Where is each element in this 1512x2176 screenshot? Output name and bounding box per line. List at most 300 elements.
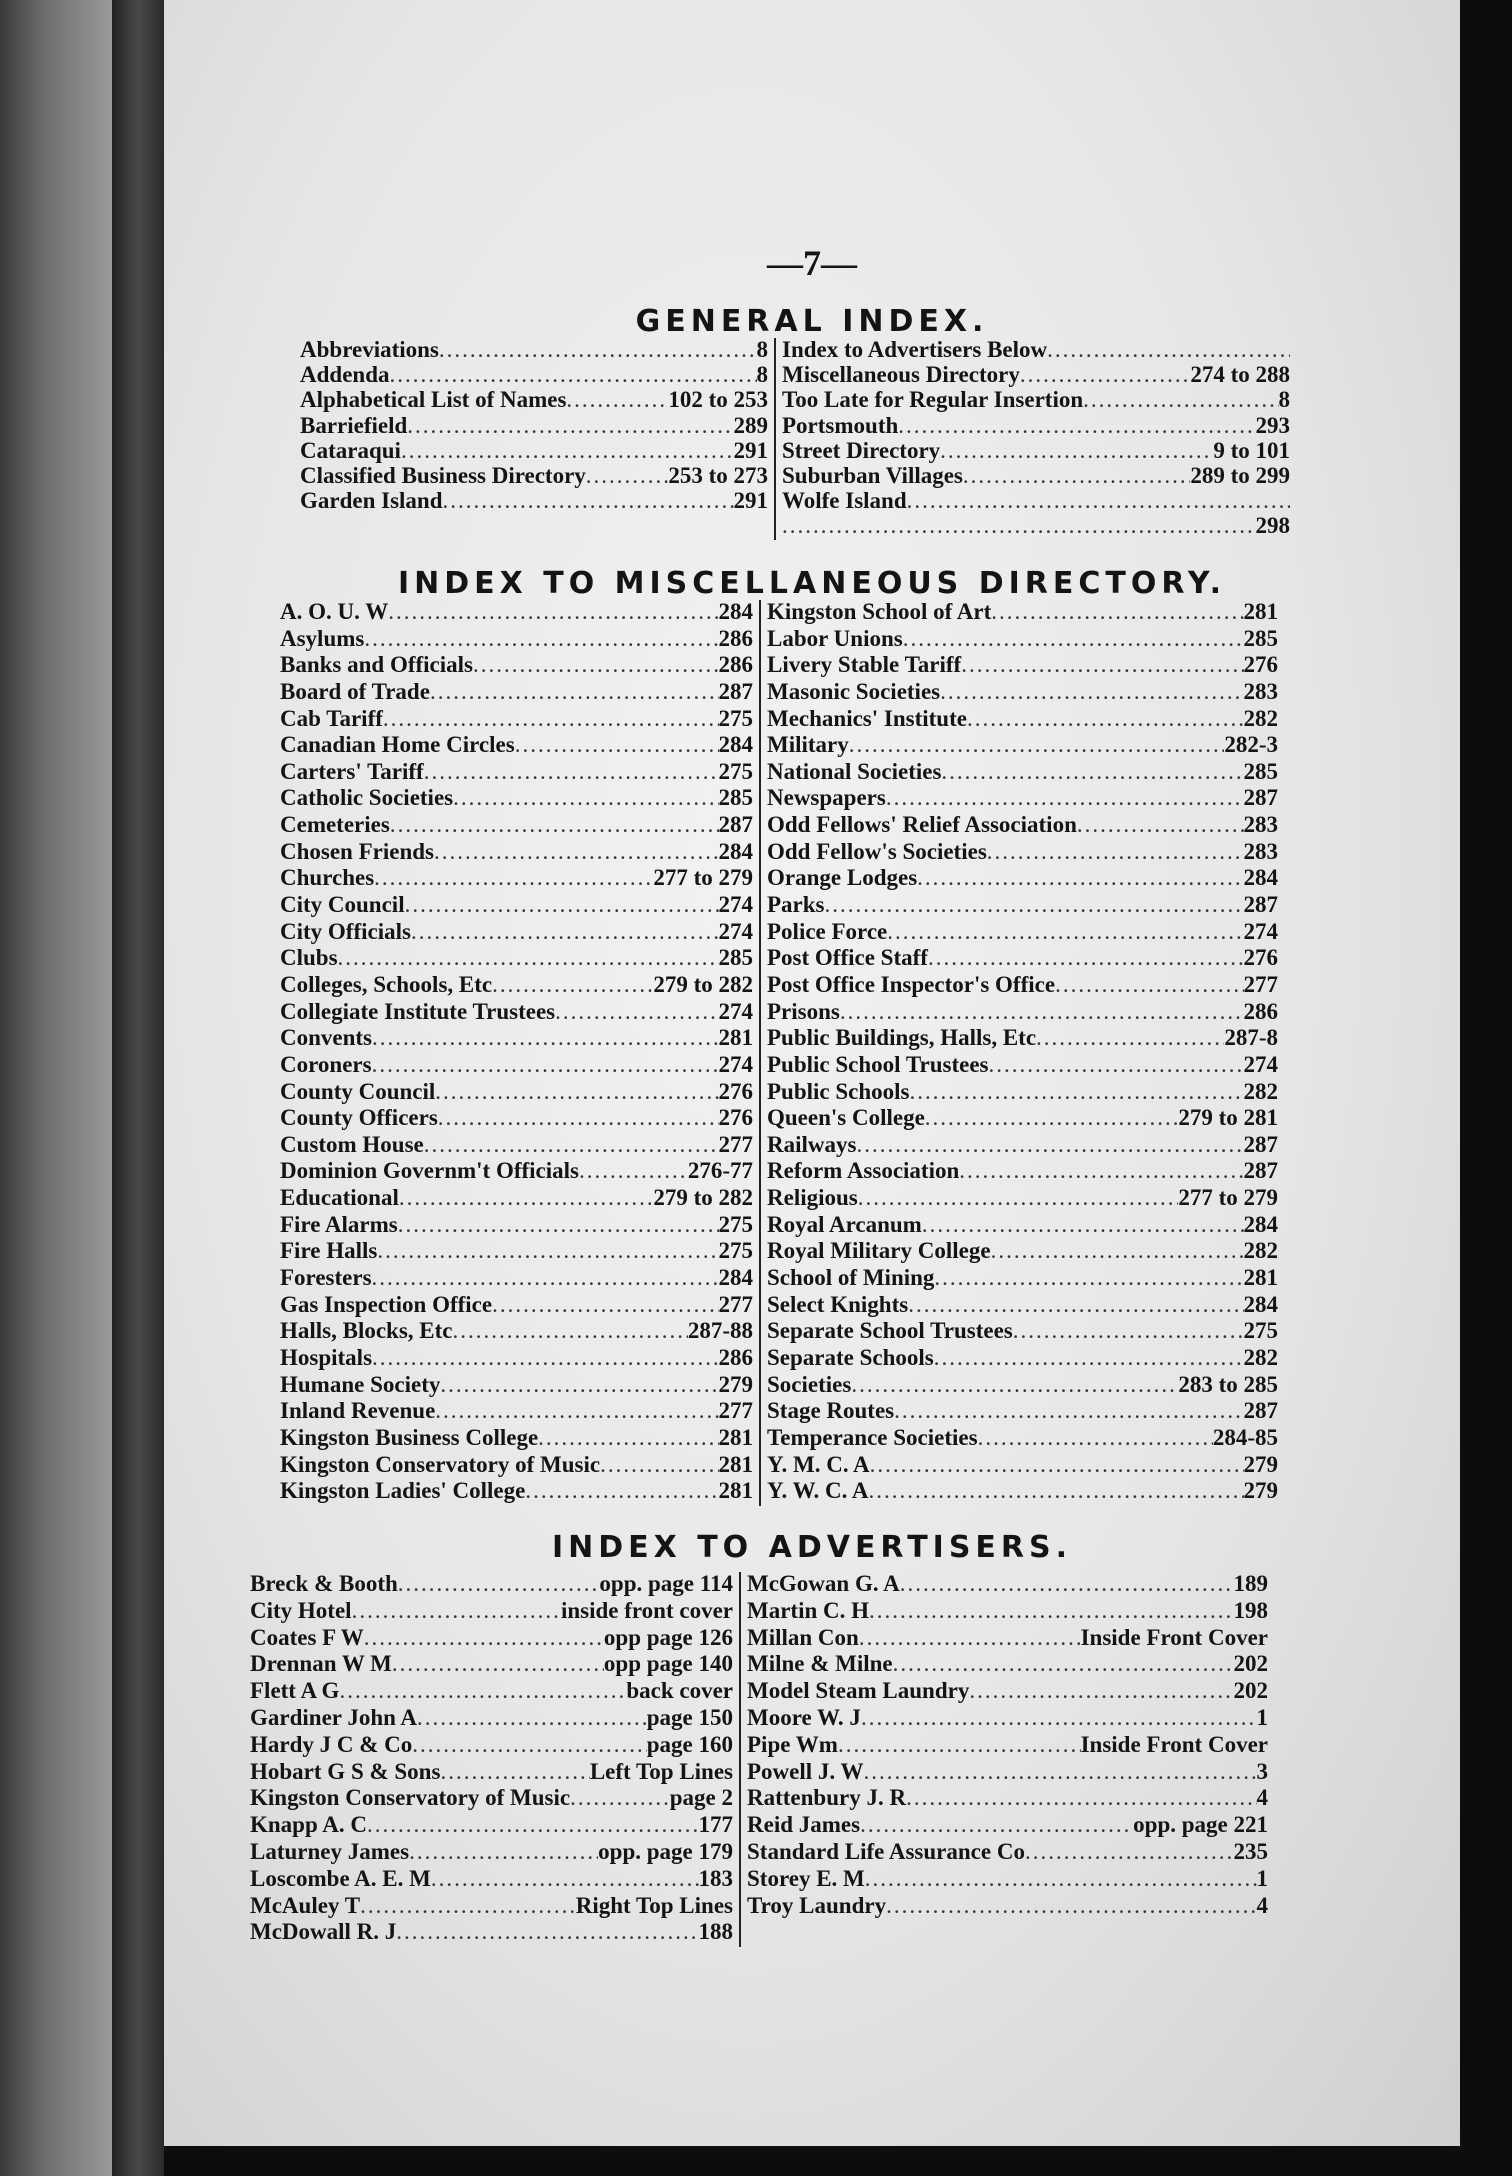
leader-dots [434,840,719,863]
leader-dots [431,1867,699,1890]
leader-dots [398,1213,719,1236]
entry-label: Barriefield [300,412,408,438]
leader-dots [978,1426,1213,1449]
index-entry [776,414,1296,439]
entry-label: Drennan W M [250,1651,392,1677]
leader-dots [566,388,668,411]
entry-label: Standard Life Assurance Co [747,1838,1025,1864]
entry-label: Y. M. C. A [767,1451,870,1477]
leader-dots [367,1813,699,1836]
entry-page: 282 [1243,705,1278,731]
index-entry [274,840,759,867]
entry-label: Odd Fellow's Societies [767,838,987,864]
leader-dots [364,627,718,650]
entry-page: 281 [718,1025,753,1051]
leader-dots [424,1133,719,1156]
index-entry [244,1894,739,1921]
index-entry [741,1867,1274,1894]
entry-label: Religious [767,1185,858,1211]
entry-page: 287 [1243,785,1278,811]
entry-label: Stage Routes [767,1398,895,1424]
entry-label: Reid James [747,1812,861,1838]
entry-page: 8 [756,337,768,362]
entry-label: Custom House [280,1131,424,1157]
entry-page: 274 [718,918,753,944]
leader-dots [453,1319,688,1342]
leader-dots [1055,973,1243,996]
index-entry [776,489,1296,514]
entry-page: 276 [718,1105,753,1131]
entry-page: page 150 [646,1704,733,1730]
index-entry [274,946,759,973]
entry-label: Newspapers [767,785,886,811]
leader-dots [411,920,719,943]
leader-dots [858,1186,1179,1209]
entry-page: 279 to 282 [653,971,753,997]
entry-label: Labor Unions [767,625,903,651]
entry-page: opp page 140 [603,1651,733,1677]
entry-label: Milne & Milne [747,1651,893,1677]
index-entry [761,920,1284,947]
index-entry [761,813,1284,840]
entry-label: Royal Arcanum [767,1211,922,1237]
entry-page: 1 [1256,1704,1268,1730]
entry-label: Coroners [280,1051,372,1077]
index-entry [274,1453,759,1480]
entry-label: Halls, Blocks, Etc [280,1318,453,1344]
entry-page: 284-85 [1212,1424,1278,1450]
entry-label: Separate Schools [767,1344,934,1370]
directory-page [164,0,1460,2146]
leader-dots [861,1706,1257,1729]
entry-label: McAuley T [250,1892,361,1918]
index-entry [741,1572,1274,1599]
leader-dots [570,1786,670,1809]
index-entry [274,1133,759,1160]
entry-page: 286 [718,652,753,678]
index-entry [761,1213,1284,1240]
entry-label: Public Buildings, Halls, Etc [767,1025,1037,1051]
entry-page: 293 [1255,412,1290,438]
entry-label: Orange Lodges [767,865,918,891]
entry-page: 275 [718,1211,753,1237]
entry-page: page 160 [646,1731,733,1757]
entry-page: 281 [1243,1265,1278,1291]
entry-page: 285 [718,785,753,811]
entry-page: Inside Front Cover [1080,1731,1268,1757]
leader-dots [555,1000,718,1023]
entry-label: Suburban Villages [782,462,963,488]
misc-index-left-column [274,600,761,1506]
leader-dots [396,1920,698,1943]
entry-page: 274 [718,998,753,1024]
leader-dots [969,1679,1233,1702]
index-entry [741,1894,1274,1921]
leader-dots [934,1346,1244,1369]
index-entry [274,1346,759,1373]
entry-label: Too Late for Regular Insertion [782,387,1084,413]
index-entry [761,760,1284,787]
entry-label: City Hotel [250,1597,352,1623]
entry-label: Breck & Booth [250,1571,398,1596]
entry-page: 276 [1243,945,1278,971]
entry-page: 276 [718,1078,753,1104]
entry-label: Fire Halls [280,1238,378,1264]
entry-label: Catholic Societies [280,785,454,811]
index-entry [244,1572,739,1599]
entry-label: Millan Con [747,1624,859,1650]
entry-label: Hobart G S & Sons [250,1758,441,1784]
index-entry [294,363,774,388]
entry-label: Powell J. W [747,1758,864,1784]
index-entry [761,1000,1284,1027]
leader-dots [372,1026,718,1049]
general-index-title: GENERAL INDEX. [635,304,989,339]
index-entry [274,600,759,627]
entry-page: opp. page 179 [598,1838,733,1864]
entry-label: Masonic Societies [767,678,941,704]
leader-dots [374,866,653,889]
entry-label: Street Directory [782,437,941,463]
entry-page: 277 to 279 [1178,1185,1278,1211]
entry-label: Storey E. M [747,1865,865,1891]
index-entry [761,1399,1284,1426]
entry-label: Public School Trustees [767,1051,989,1077]
index-entry [761,973,1284,1000]
leader-dots [922,1213,1244,1236]
leader-dots [908,1293,1243,1316]
entry-page: 274 [1243,1051,1278,1077]
entry-page: 286 [718,1344,753,1370]
entry-page: 4 [1256,1892,1268,1918]
entry-label: Troy Laundry [747,1892,887,1918]
scan-background [0,0,112,2176]
leader-dots [865,1867,1257,1890]
index-entry [741,1733,1274,1760]
index-entry [761,1373,1284,1400]
entry-label: Model Steam Laundry [747,1678,970,1704]
leader-dots [1036,1026,1224,1049]
index-entry [761,1026,1284,1053]
index-entry [761,1293,1284,1320]
index-entry [761,600,1284,627]
entry-page: 283 [1243,678,1278,704]
index-entry [294,439,774,464]
entry-page: 102 to 253 [668,387,768,413]
entry-page: 188 [698,1919,733,1945]
leader-dots [1025,1840,1234,1863]
leader-dots [870,1453,1244,1476]
entry-label: Addenda [300,362,390,388]
entry-page: 189 [1233,1571,1268,1596]
general-index [294,338,1296,540]
entry-label: Coates F W [250,1624,364,1650]
index-entry [761,1106,1284,1133]
leader-dots [825,893,1244,916]
leader-dots [492,1293,718,1316]
advertisers-index-title: INDEX TO ADVERTISERS. [551,1530,1073,1565]
entry-label: Foresters [280,1265,372,1291]
entry-page: 284 [718,838,753,864]
leader-dots [894,1399,1243,1422]
index-entry [274,920,759,947]
entry-page: opp page 126 [603,1624,733,1650]
entry-page: 202 [1233,1651,1268,1677]
entry-label: Select Knights [767,1291,909,1317]
entry-page: 283 [1243,838,1278,864]
entry-label: Mechanics' Institute [767,705,967,731]
index-entry [741,1760,1274,1787]
entry-page: 285 [1243,625,1278,651]
index-entry [274,1426,759,1453]
leader-dots [959,1159,1243,1182]
index-entry [244,1652,739,1679]
entry-label: Martin C. H [747,1597,870,1623]
leader-dots [782,514,1256,537]
leader-dots [538,1426,718,1449]
entry-page: 177 [698,1812,733,1838]
leader-dots [907,489,1290,512]
leader-dots [435,1399,718,1422]
leader-dots [991,1239,1244,1262]
entry-label: Military [767,732,849,758]
leader-dots [579,1159,688,1182]
entry-page: 274 [1243,918,1278,944]
entry-label: Royal Military College [767,1238,991,1264]
index-entry [761,1319,1284,1346]
index-entry [274,813,759,840]
entry-page: 9 to 101 [1213,437,1290,463]
index-entry [274,680,759,707]
leader-dots [869,1599,1233,1622]
index-entry [741,1679,1274,1706]
index-entry [761,1133,1284,1160]
leader-dots [453,786,718,809]
book-spine [112,0,164,2176]
leader-dots [1077,813,1244,836]
index-entry [244,1760,739,1787]
entry-page: back cover [626,1678,733,1704]
entry-label: Inland Revenue [280,1398,436,1424]
leader-dots [840,1000,1244,1023]
entry-page: 284 [718,732,753,758]
leader-dots [898,414,1255,437]
index-entry [294,338,774,363]
entry-label: Kingston Ladies' College [280,1478,526,1504]
index-entry [741,1599,1274,1626]
leader-dots [492,973,653,996]
entry-label: Laturney James [250,1838,410,1864]
index-entry [274,733,759,760]
entry-page: 283 to 285 [1178,1371,1278,1397]
entry-page: 281 [718,1478,753,1504]
index-entry [741,1652,1274,1679]
entry-label: Prisons [767,998,840,1024]
index-entry [244,1599,739,1626]
advertisers-index [244,1572,1274,1947]
index-entry [274,866,759,893]
entry-label: Humane Society [280,1371,441,1397]
leader-dots [849,733,1225,756]
index-entry [761,866,1284,893]
index-entry [274,760,759,787]
entry-page: 287 [718,812,753,838]
entry-page: 277 [718,1131,753,1157]
entry-page: 277 [718,1291,753,1317]
entry-label: School of Mining [767,1265,935,1291]
entry-label: County Council [280,1078,436,1104]
leader-dots [360,1894,576,1917]
leader-dots [859,1626,1081,1649]
leader-dots [987,840,1244,863]
index-entry [761,1080,1284,1107]
entry-label: Flett A G [250,1678,340,1704]
index-entry [776,464,1296,489]
entry-page: 279 to 281 [1178,1105,1278,1131]
index-entry [776,388,1296,413]
index-entry [244,1786,739,1813]
entry-label: McGowan G. A [747,1571,900,1596]
leader-dots [963,464,1190,487]
index-entry [761,1266,1284,1293]
entry-page: 279 to 282 [653,1185,753,1211]
leader-dots [991,600,1243,623]
leader-dots [1013,1319,1244,1342]
entry-page: 4 [1256,1785,1268,1811]
entry-page: 274 to 288 [1190,362,1290,388]
index-entry [776,363,1296,388]
index-entry [776,514,1296,539]
index-entry [274,1106,759,1133]
index-entry [761,680,1284,707]
entry-page: 281 [718,1451,753,1477]
entry-page: 287-8 [1224,1025,1278,1051]
entry-page: 276-77 [687,1158,753,1184]
index-entry [244,1679,739,1706]
index-entry [761,840,1284,867]
leader-dots [412,1733,646,1756]
leader-dots [338,946,719,969]
index-entry [274,1080,759,1107]
leader-dots [430,680,719,703]
entry-page: 277 [718,1398,753,1424]
index-entry [274,1399,759,1426]
index-entry [761,707,1284,734]
entry-label: Queen's College [767,1105,925,1131]
index-entry [244,1920,739,1947]
entry-page: 8 [756,362,768,388]
entry-page: 284 [1243,865,1278,891]
index-entry [274,1239,759,1266]
leader-dots [903,627,1244,650]
leader-dots [409,1840,598,1863]
leader-dots [917,866,1243,889]
leader-dots [886,786,1244,809]
entry-label: Portsmouth [782,412,899,438]
entry-label: Abbreviations [300,337,439,362]
entry-page: 276 [1243,652,1278,678]
entry-page: page 2 [669,1785,733,1811]
entry-page: 279 [718,1371,753,1397]
entry-page: 281 [1243,599,1278,624]
leader-dots [473,653,719,676]
index-entry [761,653,1284,680]
leader-dots [401,439,734,462]
index-entry [776,338,1296,363]
entry-label: Clubs [280,945,338,971]
leader-dots [910,1080,1244,1103]
entry-label: City Council [280,892,405,918]
index-entry [761,1453,1284,1480]
leader-dots [838,1733,1081,1756]
entry-page: 291 [733,488,768,514]
entry-page: 284 [1243,1211,1278,1237]
entry-label: Kingston Conservatory of Music [250,1785,571,1811]
leader-dots [851,1373,1178,1396]
leader-dots [934,1266,1243,1289]
index-entry [274,1159,759,1186]
general-index-left-column [294,338,776,540]
entry-label: Canadian Home Circles [280,732,515,758]
entry-page: 279 [1243,1478,1278,1504]
index-entry [274,1293,759,1320]
index-entry [761,733,1284,760]
leader-dots [440,1760,589,1783]
leader-dots [856,1133,1243,1156]
entry-label: Miscellaneous Directory [782,362,1020,388]
entry-label: Odd Fellows' Relief Association [767,812,1077,838]
index-entry [294,388,774,413]
entry-page: 287 [718,678,753,704]
index-entry [741,1626,1274,1653]
index-entry [274,1319,759,1346]
entry-page: 285 [1243,758,1278,784]
entry-label: Convents [280,1025,373,1051]
index-entry [274,1186,759,1213]
index-entry [274,1053,759,1080]
index-entry [761,1479,1284,1506]
leader-dots [925,1106,1179,1129]
entry-label: Classified Business Directory [300,462,586,488]
entry-page: 279 [1243,1451,1278,1477]
entry-page: 275 [1243,1318,1278,1344]
entry-label: Wolfe Island [782,488,907,514]
entry-label: Post Office Staff [767,945,928,971]
entry-page: 235 [1233,1838,1268,1864]
leader-dots [961,653,1243,676]
leader-dots [1047,338,1290,361]
entry-label: Gas Inspection Office [280,1291,493,1317]
index-entry [761,946,1284,973]
entry-page: 285 [718,945,753,971]
entry-page: 275 [718,705,753,731]
entry-label: Asylums [280,625,365,651]
entry-label: Collegiate Institute Trustees [280,998,556,1024]
entry-page: opp. page 114 [599,1571,733,1596]
entry-label: Garden Island [300,488,443,514]
entry-page: 298 [1255,513,1290,539]
entry-label: Railways [767,1131,857,1157]
index-entry [274,893,759,920]
entry-page: 284 [718,599,753,624]
entry-label: County Officers [280,1105,438,1131]
leader-dots [941,760,1243,783]
entry-label: Cataraqui [300,437,401,463]
entry-page: Inside Front Cover [1080,1624,1268,1650]
index-entry [274,653,759,680]
entry-page: 3 [1256,1758,1268,1784]
entry-label: A. O. U. W [280,599,389,624]
